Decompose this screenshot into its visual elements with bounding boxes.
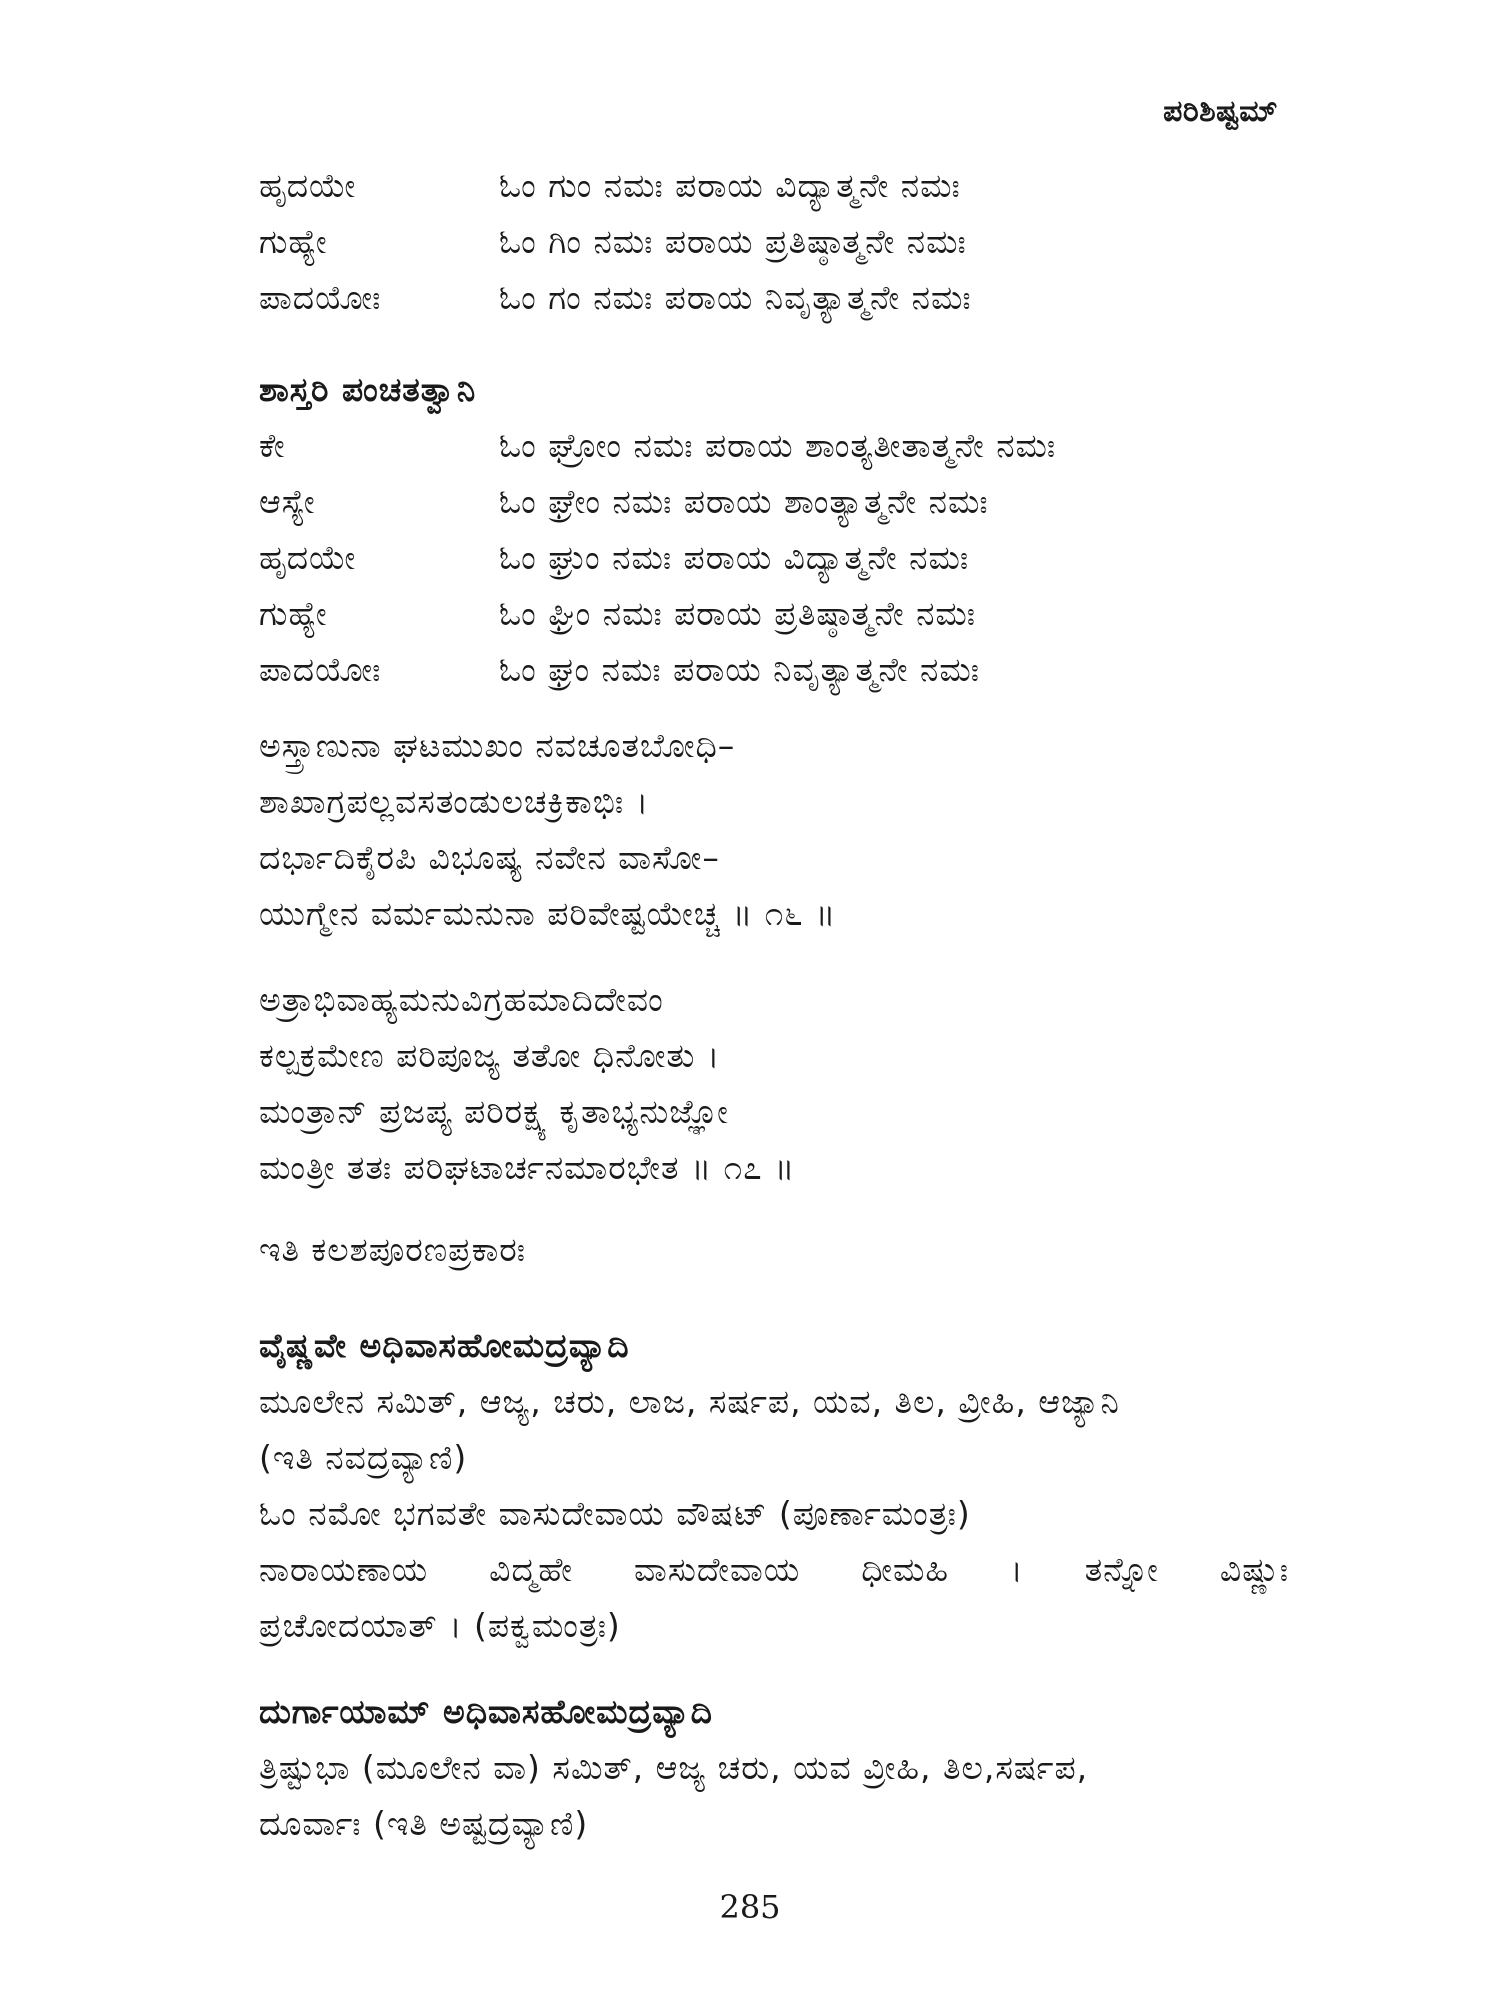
durga-line: ತ್ರಿಷ್ಟುಭಾ (ಮೂಲೇನ ವಾ) ಸಮಿತ್, ಆಜ್ಯ ಚರು, ಯವ ವ್ರೀಹಿ, ತಿಲ,ಸರ್ಷಪ,: [259, 1748, 1089, 1787]
vaishnave-section: [259, 1318, 1289, 1654]
shastari-label: ಕೇ: [259, 426, 286, 465]
vaishnave-line: ಪ್ರಚೋದಯಾತ್ । (ಪಕ್ವಮಂತ್ರಃ): [259, 1606, 621, 1645]
vaishnave-line: (ಇತಿ ನವದ್ರವ್ಯಾಣಿ): [259, 1438, 468, 1477]
shastari-mantra: ಓಂ ಘ್ರುಂ ನಮಃ ಪರಾಯ ವಿದ್ಯಾತ್ಮನೇ ನಮಃ: [499, 538, 970, 577]
nyasa-label: ಹೃದಯೇ: [259, 166, 357, 205]
shastari-mantra: ಓಂ ಘ್ರಿಂ ನಮಃ ಪರಾಯ ಪ್ರತಿಷ್ಠಾತ್ಮನೇ ನಮಃ: [499, 594, 977, 633]
shastari-row: [259, 530, 1289, 586]
running-head: ಪರಿಶಿಷ್ಟಮ್: [1163, 94, 1278, 129]
shastari-label: ಹೃದಯೇ: [259, 538, 357, 577]
verse-16: [259, 718, 1289, 942]
shastari-label: ಆಸ್ಯೇ: [259, 482, 316, 521]
nyasa-mantra: ಓಂ ಗಿಂ ನಮಃ ಪರಾಯ ಪ್ರತಿಷ್ಠಾತ್ಮನೇ ನಮಃ: [499, 222, 967, 261]
verse-line: ಯುಗ್ಮೇನ ವರ್ಮಮನುನಾ ಪರಿವೇಷ್ಟಯೇಚ್ಚ ॥ ೧೬ ॥: [259, 894, 837, 933]
shastari-mantra: ಓಂ ಘ್ರೋಂ ನಮಃ ಪರಾಯ ಶಾಂತ್ಯತೀತಾತ್ಮನೇ ನಮಃ: [499, 426, 1057, 465]
shastari-mantra: ಓಂ ಘ್ರೇಂ ನಮಃ ಪರಾಯ ಶಾಂತ್ಯಾತ್ಮನೇ ನಮಃ: [499, 482, 989, 521]
nyasa-row: [259, 270, 1289, 326]
verse-line: ಕಲ್ಪಕ್ರಮೇಣ ಪರಿಪೂಜ್ಯ ತತೋ ಧಿನೋತು ।: [259, 1036, 721, 1075]
shastari-label: ಗುಹ್ಯೇ: [259, 594, 328, 633]
vaishnave-line: ಓಂ ನಮೋ ಭಗವತೇ ವಾಸುದೇವಾಯ ವೌಷಟ್ (ಪೂರ್ಣಾಮಂತ್ರಃ): [259, 1494, 971, 1533]
shastari-row: [259, 642, 1289, 698]
vaishnave-heading: ವೈಷ್ಣವೇ ಅಧಿವಾಸಹೋಮದ್ರವ್ಯಾದಿ: [259, 1326, 630, 1365]
shastari-mantra: ಓಂ ಘ್ರಂ ನಮಃ ಪರಾಯ ನಿವೃತ್ಯಾತ್ಮನೇ ನಮಃ: [499, 650, 980, 689]
iti-line: ಇತಿ ಕಲಶಪೂರಣಪ್ರಕಾರಃ: [259, 1230, 526, 1269]
verse-line: ಮಂತ್ರಾನ್ ಪ್ರಜಪ್ಯ ಪರಿರಕ್ಷ್ಯ ಕೃತಾಭ್ಯನುಜ್ಞೋ: [259, 1092, 729, 1131]
page-number: 285: [719, 1888, 781, 1926]
durga-section: [259, 1684, 1289, 1852]
nyasa-top-block: [259, 158, 1289, 326]
verse-17: [259, 972, 1289, 1196]
vaishnave-line: ಮೂಲೇನ ಸಮಿತ್, ಆಜ್ಯ, ಚರು, ಲಾಜ, ಸರ್ಷಪ, ಯವ, ತಿಲ, ವ್ರೀಹಿ, ಆಜ್ಯಾನಿ: [259, 1382, 1120, 1421]
durga-heading: ದುರ್ಗಾಯಾಮ್ ಅಧಿವಾಸಹೋಮದ್ರವ್ಯಾದಿ: [259, 1692, 713, 1731]
shastari-heading: ಶಾಸ್ತರಿ ಪಂಚತತ್ವಾನಿ: [259, 370, 477, 409]
nyasa-row: [259, 158, 1289, 214]
nyasa-mantra: ಓಂ ಗುಂ ನಮಃ ಪರಾಯ ವಿದ್ಯಾತ್ಮನೇ ನಮಃ: [499, 166, 961, 205]
shastari-row: [259, 474, 1289, 530]
verse-line: ಮಂತ್ರೀ ತತಃ ಪರಿಘಟಾರ್ಚನಮಾರಭೇತ ॥ ೧೭ ॥: [259, 1148, 796, 1187]
verse-line: ದರ್ಭಾದಿಕೈರಪಿ ವಿಭೂಷ್ಯ ನವೇನ ವಾಸೋ–: [259, 838, 720, 877]
shastari-label: ಪಾದಯೋಃ: [259, 650, 382, 689]
iti-block: [259, 1222, 1289, 1278]
durga-line: ದೂರ್ವಾಃ (ಇತಿ ಅಷ್ಟದ್ರವ್ಯಾಣಿ): [259, 1804, 589, 1843]
nyasa-row: [259, 214, 1289, 270]
shastari-row: [259, 418, 1289, 474]
nyasa-mantra: ಓಂ ಗಂ ನಮಃ ಪರಾಯ ನಿವೃತ್ಯಾತ್ಮನೇ ನಮಃ: [499, 278, 972, 317]
shastari-row: [259, 586, 1289, 642]
verse-line: ಅತ್ರಾಭಿವಾಹ್ಯಮನುವಿಗ್ರಹಮಾದಿದೇವಂ: [259, 980, 664, 1019]
verse-line: ಅಸ್ತ್ರಾಣುನಾ ಘಟಮುಖಂ ನವಚೂತಬೋಧಿ–: [259, 726, 736, 765]
nyasa-label: ಗುಹ್ಯೇ: [259, 222, 328, 261]
verse-line: ಶಾಖಾಗ್ರಪಲ್ಲವಸತಂಡುಲಚಕ್ರಿಕಾಭಿಃ ।: [259, 782, 650, 821]
shastari-section: [259, 362, 1289, 698]
vaishnave-line: ನಾರಾಯಣಾಯ ವಿದ್ಮಹೇ ವಾಸುದೇವಾಯ ಧೀಮಹಿ । ತನ್ನೋ ವಿಷ್ಣುಃ: [259, 1550, 1289, 1589]
nyasa-label: ಪಾದಯೋಃ: [259, 278, 382, 317]
